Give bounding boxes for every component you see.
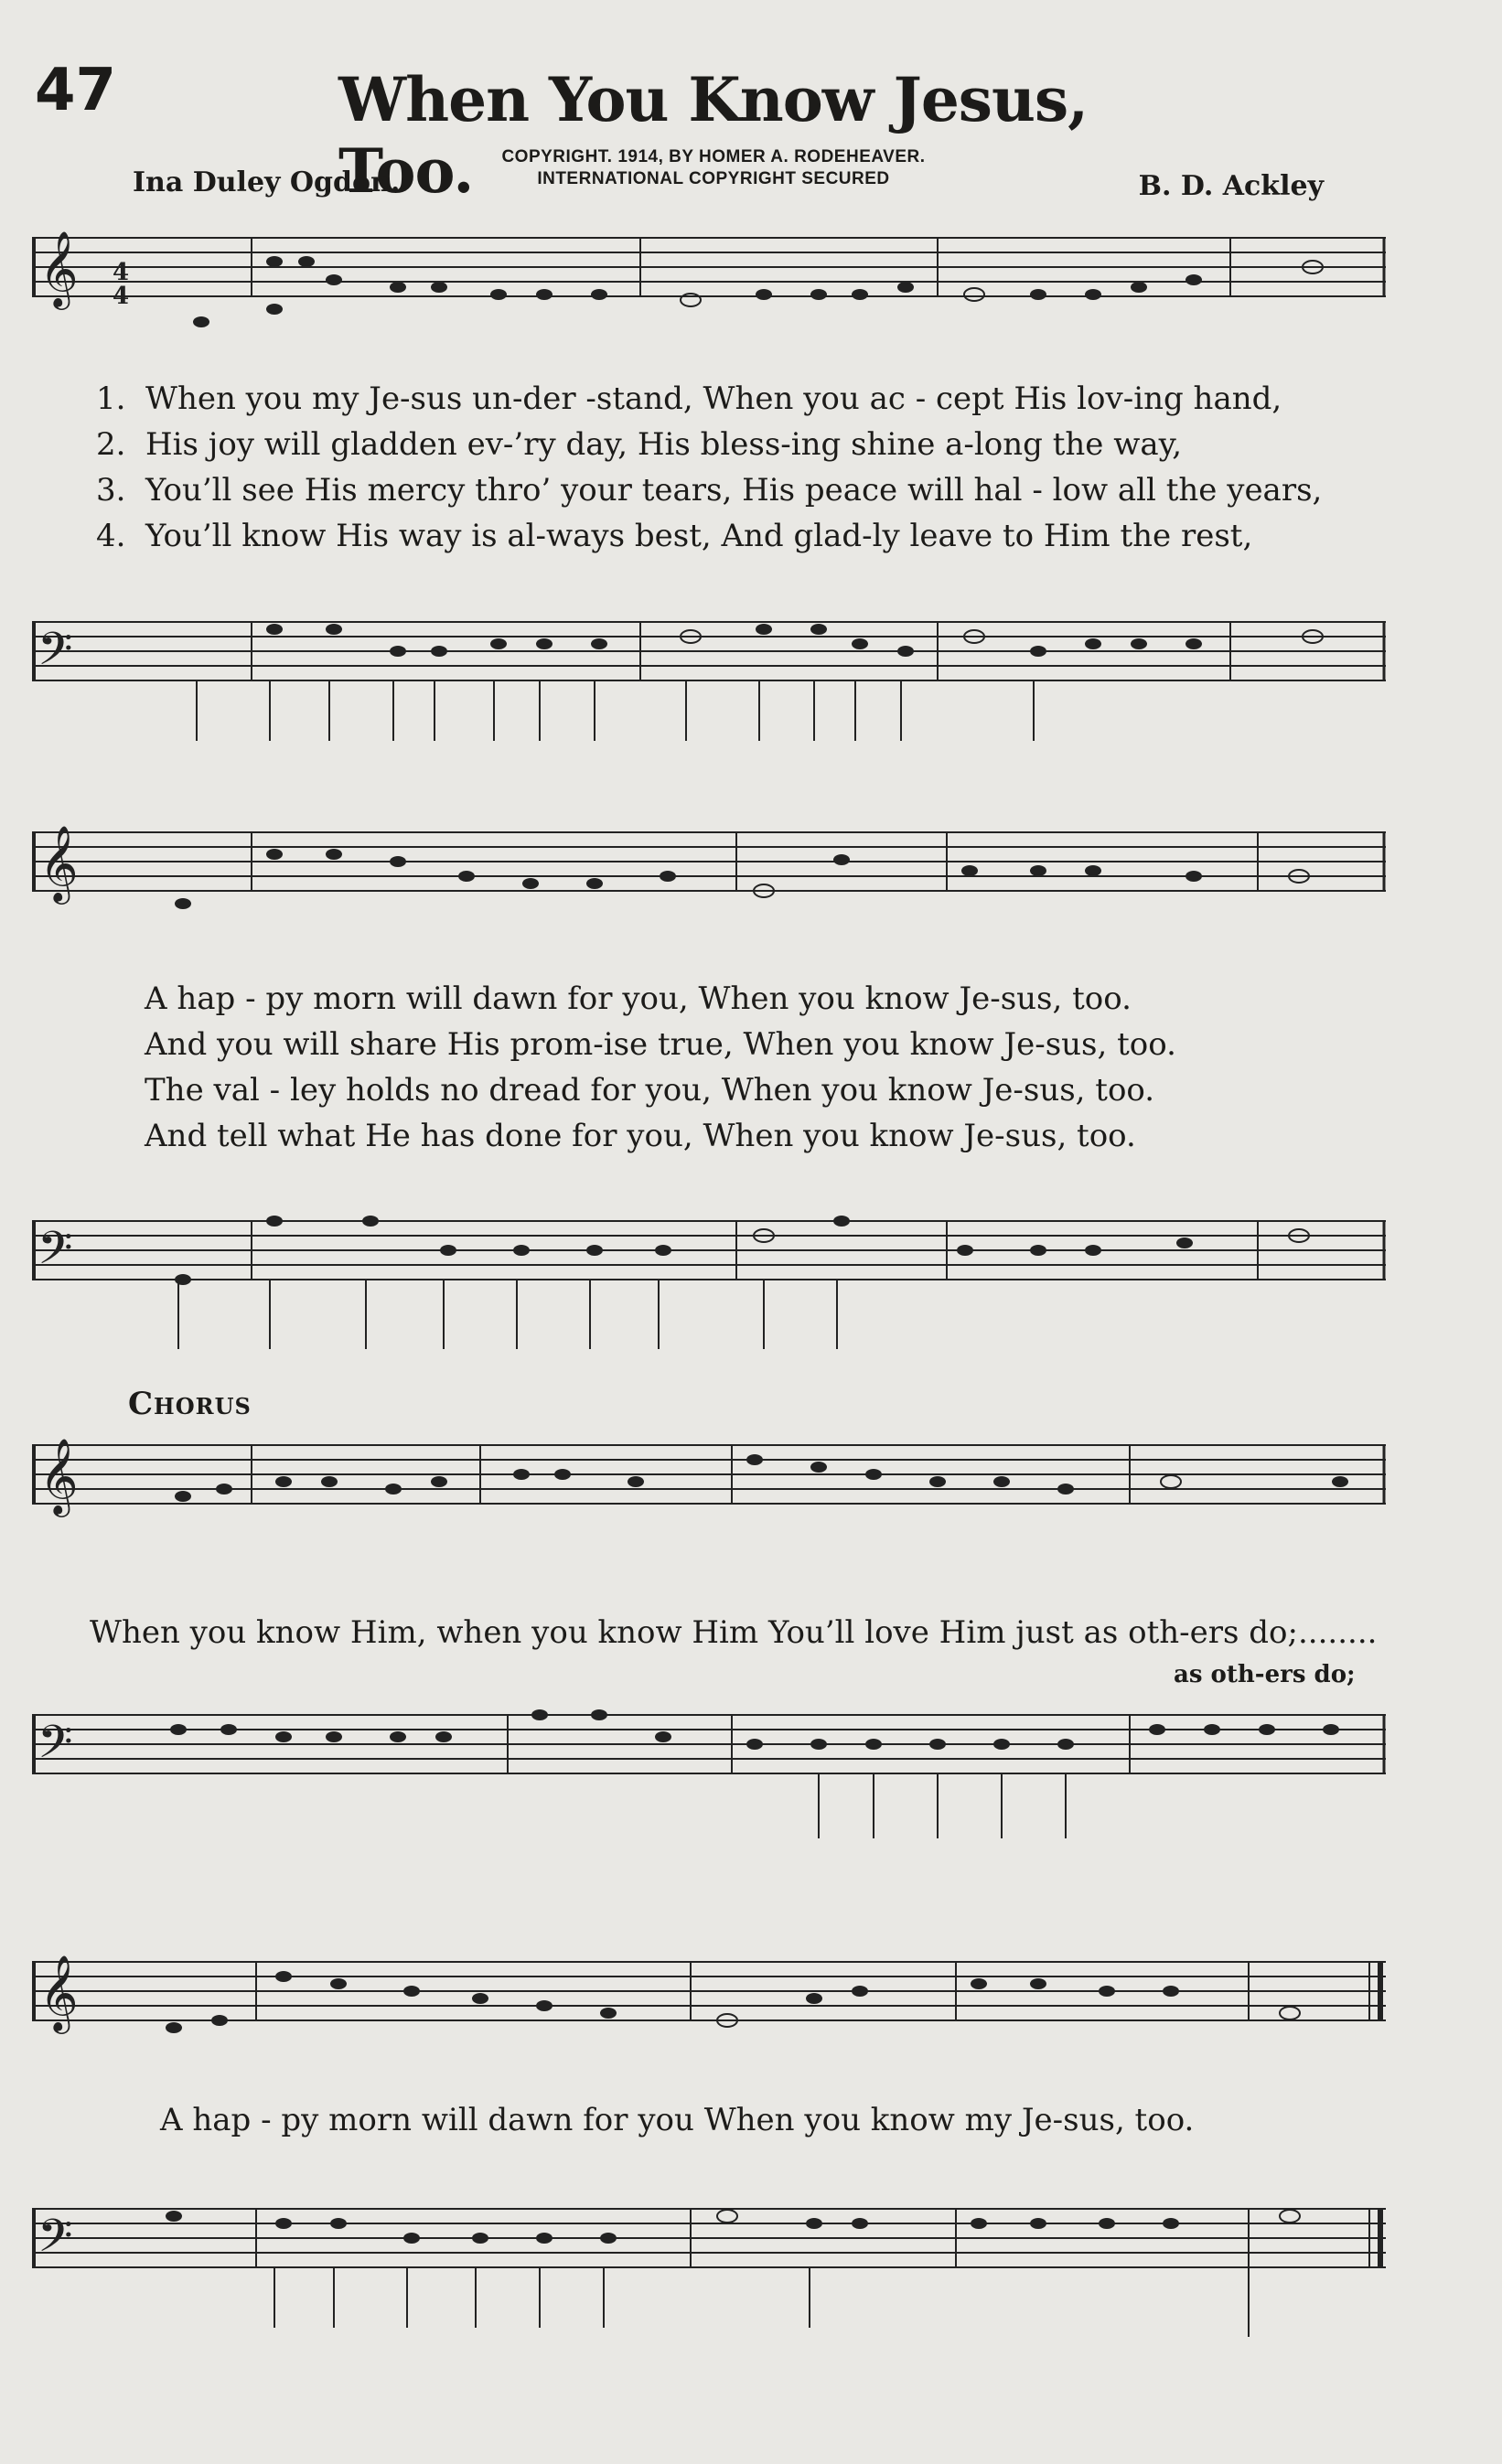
- verse-line: And you will share His prom-ise true, When you know Je-sus, too.: [145, 1026, 1176, 1063]
- hymn-title: When You Know Jesus, Too.: [338, 64, 1089, 207]
- treble-clef-icon: 𝄞: [39, 230, 79, 306]
- bass-clef-icon: 𝄢: [38, 623, 73, 687]
- treble-staff-system-4: [32, 1925, 1386, 2108]
- treble-clef-icon: 𝄞: [39, 1437, 79, 1514]
- bass-staff-system-2: [32, 1194, 1386, 1358]
- treble-clef-icon: 𝄞: [39, 824, 79, 901]
- bass-staff-system-4: [32, 2181, 1386, 2346]
- chorus-line: When you know Him, when you know Him You’ll love Him just as oth-ers do;........: [90, 1614, 1378, 1651]
- verse-line: 4. You’ll know His way is al-ways best, And glad-ly leave to Him the rest,: [96, 518, 1253, 554]
- treble-staff-system-3: [32, 1427, 1386, 1564]
- copyright-line: INTERNATIONAL COPYRIGHT SECURED: [537, 169, 890, 188]
- composer-credit: B. D. Ackley: [1138, 170, 1324, 202]
- verse-line: 2. His joy will gladden ev-’ry day, His bless-ing shine a-long the way,: [96, 426, 1183, 463]
- bass-clef-icon: 𝄢: [38, 2210, 73, 2274]
- verse-line: 3. You’ll see His mercy thro’ your tears, His peace will hal - low all the years,: [96, 472, 1323, 509]
- treble-clef-icon: 𝄞: [39, 1954, 79, 2030]
- treble-staff-system-1: [32, 220, 1386, 348]
- copyright-line: COPYRIGHT. 1914, BY HOMER A. RODEHEAVER.: [501, 147, 926, 166]
- treble-staff-system-2: [32, 814, 1386, 951]
- verse-line: 1. When you my Je-sus un-der -stand, When you ac - cept His lov-ing hand,: [96, 380, 1282, 417]
- verse-line: The val - ley holds no dread for you, When you know Je-sus, too.: [145, 1072, 1155, 1109]
- verse-line: And tell what He has done for you, When you know Je-sus, too.: [145, 1118, 1136, 1154]
- verse-line: A hap - py morn will dawn for you, When you know Je-sus, too.: [145, 980, 1132, 1017]
- hymn-number: 47: [35, 57, 117, 124]
- copyright-notice: [457, 146, 970, 190]
- bass-clef-icon: 𝄢: [38, 1716, 73, 1780]
- chorus-echo: as oth-ers do;: [1174, 1661, 1356, 1688]
- svg-text:4: 4: [113, 259, 130, 286]
- bass-clef-icon: 𝄢: [38, 1222, 73, 1286]
- bass-staff-system-3: [32, 1687, 1386, 1848]
- chorus-line: A hap - py morn will dawn for you When you know my Je-sus, too.: [160, 2102, 1195, 2138]
- lyricist-credit: Ina Duley Ogdon.: [133, 166, 401, 198]
- chorus-label: Chorus: [128, 1386, 252, 1422]
- bass-staff-system-1: [32, 595, 1386, 750]
- time-signature: 4: [113, 283, 130, 310]
